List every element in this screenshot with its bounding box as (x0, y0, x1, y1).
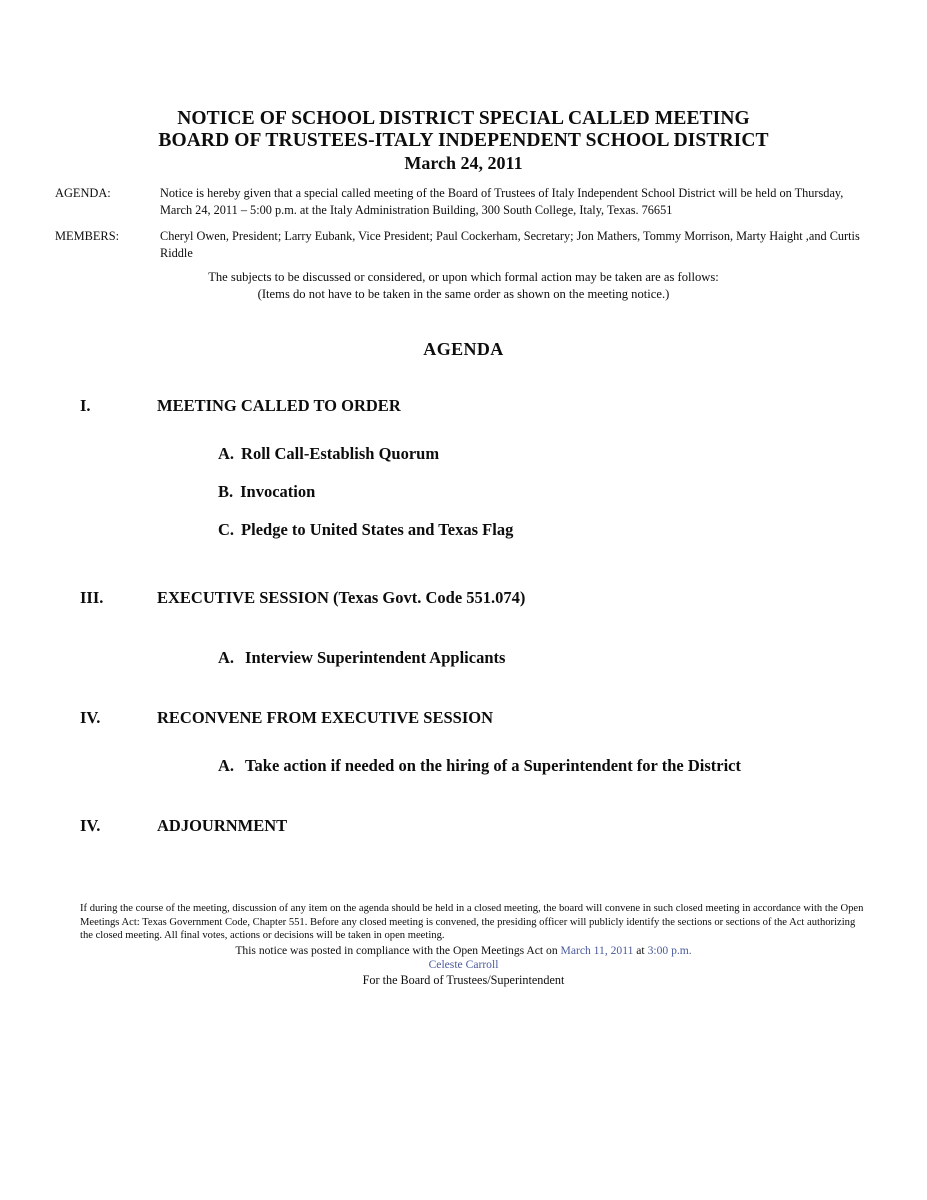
agenda-subitem (218, 648, 927, 668)
subitem-letter: A. (218, 444, 235, 463)
closed-meeting-disclaimer (80, 902, 864, 943)
section-numeral: I. (80, 396, 91, 415)
subject-note (0, 269, 927, 302)
posting-statement (0, 944, 927, 959)
agenda-subitem (218, 756, 927, 776)
subitem-text: Invocation (240, 482, 316, 501)
agenda-meta-row (55, 185, 877, 218)
subitem-text: Take action if needed on the hiring of a Superintendent for the District (245, 756, 741, 775)
subject-note-line: The subjects to be discussed or considered, or upon which formal action may be taken are as follows: (208, 270, 719, 284)
agenda-section-head (0, 708, 927, 734)
agenda-subitem (218, 520, 927, 540)
posting-time: 3:00 p.m. (647, 943, 692, 957)
agenda-section-head (0, 588, 927, 614)
subitem-letter: A. (218, 648, 235, 667)
subject-note-line: (Items do not have to be taken in the same order as shown on the meeting notice.) (257, 286, 670, 301)
section-numeral: IV. (80, 708, 101, 727)
members-list-line: Riddle (160, 245, 193, 260)
agenda-heading: AGENDA (423, 339, 504, 359)
agenda-description (160, 185, 877, 218)
meeting-date: March 24, 2011 (404, 153, 523, 173)
members-list (160, 228, 877, 261)
subitem-letter: B. (218, 482, 234, 501)
subitem-text: Pledge to United States and Texas Flag (241, 520, 514, 539)
disclaimer-line: the closed meeting. All final votes, actions or decisions will be taken in open meeting. (80, 930, 445, 942)
agenda-subitem (218, 482, 927, 502)
title-line-1: NOTICE OF SCHOOL DISTRICT SPECIAL CALLED MEETING (177, 108, 750, 129)
posting-prefix: This notice was posted in compliance with the Open Meetings Act on (235, 943, 561, 957)
agenda-section (0, 588, 927, 668)
subitem-letter: C. (218, 520, 235, 539)
signature-role: For the Board of Trustees/Superintendent (362, 972, 565, 987)
agenda-subitem (218, 444, 927, 464)
agenda-section-head (0, 396, 927, 422)
section-title: RECONVENE FROM EXECUTIVE SESSION (157, 708, 494, 727)
agenda-description-line: March 24, 2011 – 5:00 p.m. at the Italy Administration Building, 300 South College, Italy, Texas. 76651 (160, 202, 673, 217)
section-title: MEETING CALLED TO ORDER (157, 396, 401, 415)
agenda-section-head (0, 816, 927, 842)
posting-date: March 11, 2011 (560, 943, 634, 957)
posting-middle: at (633, 943, 648, 957)
disclaimer-line: If during the course of the meeting, discussion of any item on the agenda should be held in a closed meeting, the board will convene in such closed meeting in accordance with the Open (80, 903, 864, 914)
title-line-2: BOARD OF TRUSTEES-ITALY INDEPENDENT SCHOOL DISTRICT (158, 129, 769, 151)
agenda-description-line: Notice is hereby given that a special called meeting of the Board of Trustees of Italy Independent School District will be held on Thursday, (160, 186, 844, 200)
section-numeral: III. (80, 588, 104, 607)
agenda-section (0, 396, 927, 540)
subitem-letter: A. (218, 756, 235, 775)
subitem-text: Roll Call-Establish Quorum (241, 444, 440, 463)
agenda-section (0, 708, 927, 776)
section-title: EXECUTIVE SESSION (Texas Govt. Code 551.074) (157, 588, 526, 607)
disclaimer-line: Meetings Act: Texas Government Code, Chapter 551. Before any closed meeting is convened, the presiding officer will publicly identify the sections or sections of the Act authorizing (80, 916, 856, 928)
section-numeral: IV. (80, 816, 101, 835)
signature-name: Celeste Carroll (428, 958, 499, 972)
agenda-sections (0, 396, 927, 842)
section-title: ADJOURNMENT (157, 816, 288, 835)
agenda-label: AGENDA: (55, 186, 111, 200)
subitem-text: Interview Superintendent Applicants (245, 648, 506, 667)
members-list-line: Cheryl Owen, President; Larry Eubank, Vice President; Paul Cockerham, Secretary; Jon Mathers, Tommy Morrison, Marty Haight ,and Curtis (160, 229, 860, 243)
document-footer (0, 902, 927, 988)
document-title-block (0, 108, 927, 174)
posting-line (0, 944, 927, 959)
agenda-section (0, 816, 927, 842)
members-meta-row (55, 228, 877, 261)
members-label: MEMBERS: (55, 229, 120, 243)
